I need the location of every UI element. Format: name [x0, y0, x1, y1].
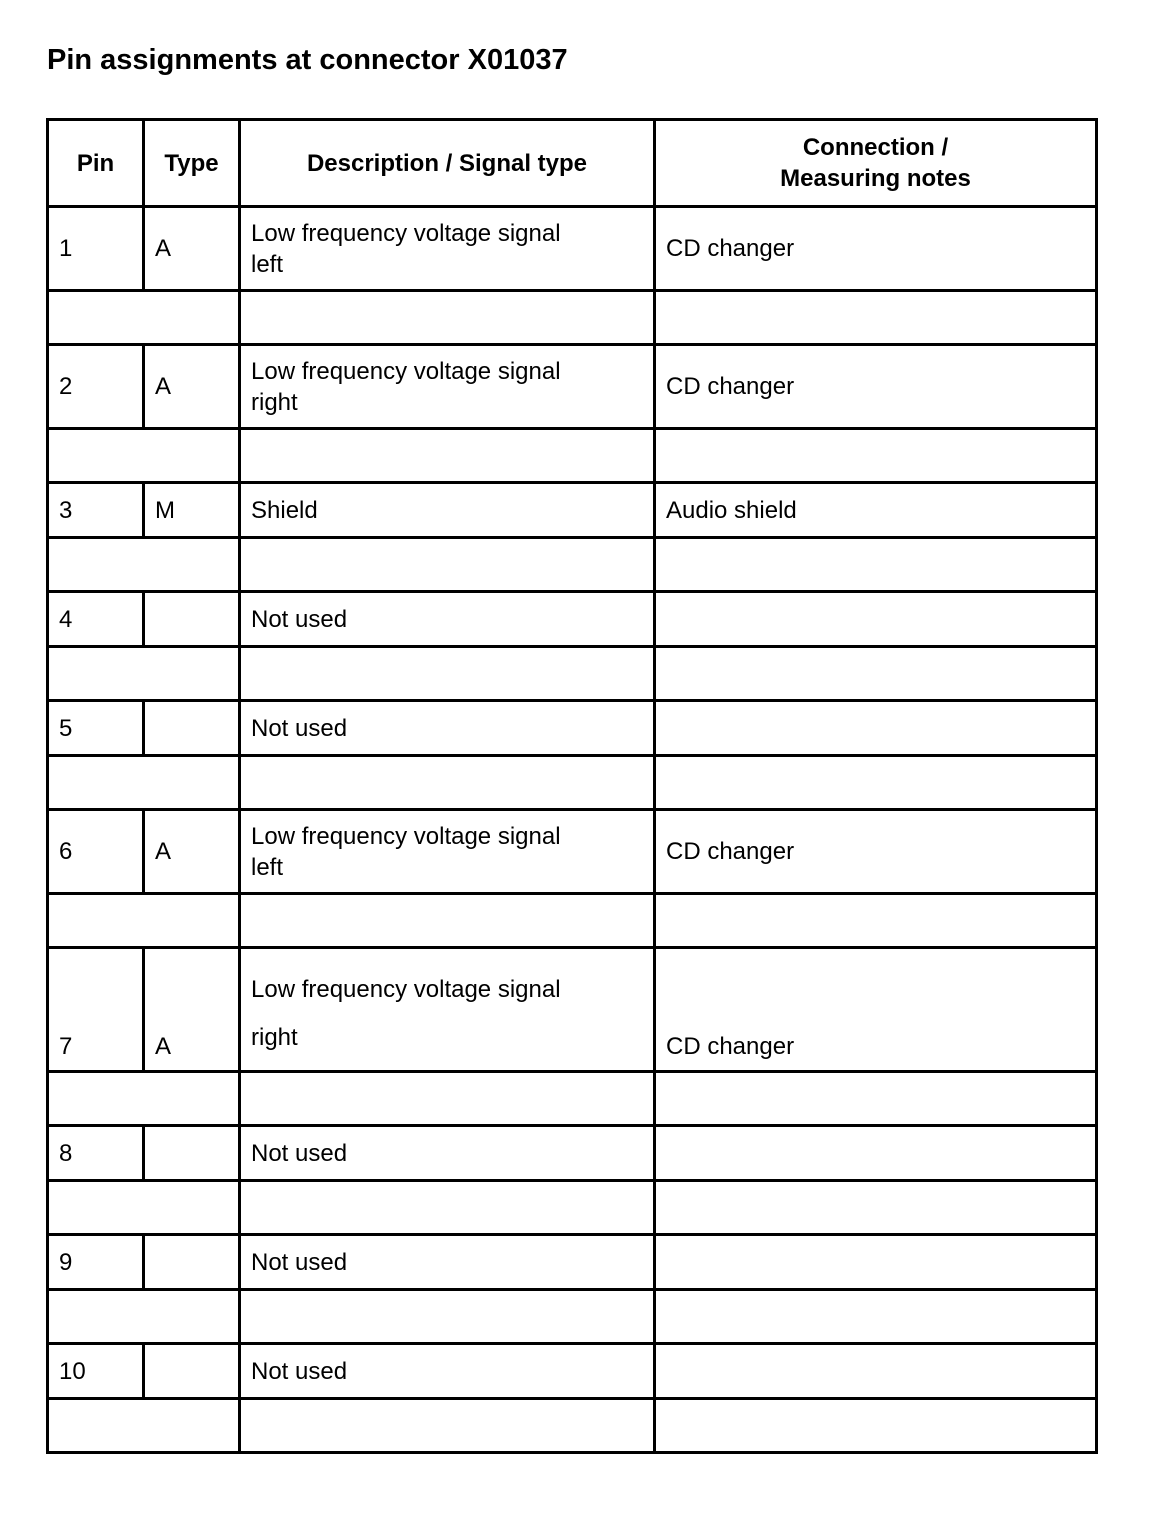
spacer-cell	[240, 1290, 655, 1344]
spacer-cell	[240, 1399, 655, 1453]
table-row-pin-10	[48, 1344, 1097, 1399]
pin-connection: CD changer	[655, 810, 1097, 894]
spacer-cell	[48, 538, 240, 592]
pin-description	[240, 948, 655, 1072]
table-row-pin-2	[48, 345, 1097, 429]
pin-description	[240, 345, 655, 429]
pin-number: 2	[48, 345, 144, 429]
description-line1: Low frequency voltage signal	[251, 219, 561, 247]
spacer-cell	[655, 647, 1097, 701]
spacer-cell	[48, 1072, 240, 1126]
pin-connection	[655, 1344, 1097, 1399]
pin-description	[240, 810, 655, 894]
spacer-cell	[240, 647, 655, 701]
header-connection-line2: Measuring notes	[780, 165, 971, 192]
header-connection-line1: Connection /	[802, 134, 949, 161]
table-spacer-row	[48, 1399, 1097, 1453]
pin-number: 5	[48, 701, 144, 756]
description-line2: right	[251, 388, 298, 416]
pin-type	[144, 1344, 240, 1399]
pin-type	[144, 1235, 240, 1290]
pin-number: 3	[48, 483, 144, 538]
description-line1: Low frequency voltage signal	[251, 822, 561, 850]
spacer-cell	[240, 894, 655, 948]
table-row-pin-5	[48, 701, 1097, 756]
header-pin: Pin	[48, 120, 144, 207]
table-spacer-row	[48, 647, 1097, 701]
description-line2: left	[251, 250, 284, 278]
pin-type: M	[144, 483, 240, 538]
spacer-cell	[48, 1181, 240, 1235]
pin-number: 4	[48, 592, 144, 647]
pin-connection: CD changer	[655, 948, 1097, 1072]
spacer-cell	[240, 756, 655, 810]
pin-description: Not used	[240, 1235, 655, 1290]
table-row-pin-3	[48, 483, 1097, 538]
spacer-cell	[655, 756, 1097, 810]
spacer-cell	[240, 291, 655, 345]
pin-number: 6	[48, 810, 144, 894]
pin-type: A	[144, 345, 240, 429]
page-title: Pin assignments at connector X01037	[47, 44, 568, 76]
spacer-cell	[240, 538, 655, 592]
spacer-cell	[48, 894, 240, 948]
header-description: Description / Signal type	[240, 120, 655, 207]
spacer-cell	[48, 429, 240, 483]
spacer-cell	[48, 291, 240, 345]
spacer-cell	[655, 894, 1097, 948]
table-spacer-row	[48, 1072, 1097, 1126]
pin-number: 1	[48, 207, 144, 291]
table-spacer-row	[48, 291, 1097, 345]
spacer-cell	[48, 647, 240, 701]
pin-connection	[655, 1235, 1097, 1290]
spacer-cell	[48, 1399, 240, 1453]
spacer-cell	[48, 1290, 240, 1344]
spacer-cell	[655, 1399, 1097, 1453]
table-row-pin-4	[48, 592, 1097, 647]
spacer-cell	[240, 1072, 655, 1126]
description-line1: Low frequency voltage signal	[251, 976, 561, 1003]
table-row-pin-7	[48, 948, 1097, 1072]
spacer-cell	[240, 1181, 655, 1235]
pin-connection: CD changer	[655, 345, 1097, 429]
pin-description: Not used	[240, 592, 655, 647]
pin-number: 9	[48, 1235, 144, 1290]
spacer-cell	[240, 429, 655, 483]
table-spacer-row	[48, 756, 1097, 810]
spacer-cell	[48, 756, 240, 810]
table-spacer-row	[48, 894, 1097, 948]
table-row-pin-9	[48, 1235, 1097, 1290]
spacer-cell	[655, 538, 1097, 592]
spacer-cell	[655, 291, 1097, 345]
pin-number: 10	[48, 1344, 144, 1399]
table-row-pin-6	[48, 810, 1097, 894]
header-type: Type	[144, 120, 240, 207]
table-spacer-row	[48, 1181, 1097, 1235]
pin-number: 7	[48, 948, 144, 1072]
pin-description: Shield	[240, 483, 655, 538]
table-spacer-row	[48, 538, 1097, 592]
pin-assignment-table	[46, 118, 1098, 1454]
spacer-cell	[655, 429, 1097, 483]
pin-description: Not used	[240, 701, 655, 756]
table-spacer-row	[48, 1290, 1097, 1344]
pin-description: Not used	[240, 1344, 655, 1399]
pin-type: A	[144, 948, 240, 1072]
table-header-row	[48, 120, 1097, 207]
table-row-pin-8	[48, 1126, 1097, 1181]
spacer-cell	[655, 1290, 1097, 1344]
description-line1: Low frequency voltage signal	[251, 357, 561, 385]
spacer-cell	[655, 1072, 1097, 1126]
pin-connection	[655, 701, 1097, 756]
description-line2: left	[251, 853, 284, 881]
table-spacer-row	[48, 429, 1097, 483]
table-row-pin-1	[48, 207, 1097, 291]
pin-type	[144, 1126, 240, 1181]
pin-description	[240, 207, 655, 291]
pin-type: A	[144, 207, 240, 291]
header-connection	[655, 120, 1097, 207]
pin-connection	[655, 1126, 1097, 1181]
pin-number: 8	[48, 1126, 144, 1181]
pin-type	[144, 592, 240, 647]
pin-type	[144, 701, 240, 756]
description-line2: right	[251, 1024, 298, 1051]
spacer-cell	[655, 1181, 1097, 1235]
pin-description: Not used	[240, 1126, 655, 1181]
pin-connection	[655, 592, 1097, 647]
pin-connection: Audio shield	[655, 483, 1097, 538]
pin-connection: CD changer	[655, 207, 1097, 291]
pin-type: A	[144, 810, 240, 894]
